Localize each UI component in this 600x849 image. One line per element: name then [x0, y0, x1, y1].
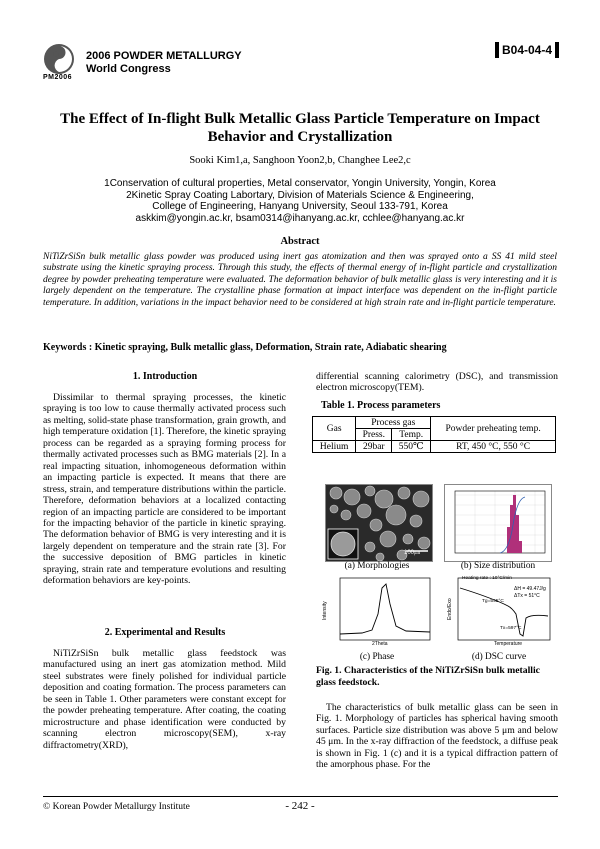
- table-cell-powder: RT, 450 °C, 550 °C: [431, 441, 556, 453]
- title-line-2: Behavior and Crystallization: [207, 129, 393, 145]
- xrd-y-axis-label: Intensity: [322, 601, 328, 620]
- section-heading-introduction: 1. Introduction: [132, 371, 198, 382]
- table-header-temp: Temp.: [392, 429, 431, 441]
- results-text: The characteristics of bulk metallic glass can be seen in Fig. 1. Morphology of particles has spherical having smooth surfaces. Particle size distribution was above 5 μm and below 45 μm. In the x-ray diffraction of the feedstock, a diffuse peak is shown in Fig. 1 (c) and it is a typical diffraction pattern of the amorphous phase. For the: [316, 702, 558, 771]
- dsc-enthalpy: ΔH = 49.47J/g: [514, 586, 546, 592]
- dsc-y-axis-label: Endo/Exo: [447, 598, 453, 620]
- footer-copyright: © Korean Powder Metallurgy Institute: [43, 802, 190, 812]
- table-cell-gas: Helium: [313, 441, 356, 453]
- dsc-heating-rate: Heating rate : 10°C/min: [462, 576, 512, 581]
- authors: Sooki Kim1,a, Sanghoon Yoon2,b, Changhee Lee2,c: [189, 155, 411, 166]
- sem-scale-bar-label: 100㎛: [404, 550, 421, 556]
- paper-title: [40, 110, 560, 146]
- figure-subcaption-c: (c) Phase: [359, 652, 395, 662]
- size-distribution-plot: [444, 484, 552, 562]
- affiliations: [40, 178, 560, 224]
- figure-1-caption: Fig. 1. Characteristics of the NiTiZrSiSn bulk metallic glass feedstock.: [316, 665, 540, 688]
- xrd-x-axis-label: 2Theta: [372, 641, 388, 647]
- table-header-press: Press.: [356, 429, 392, 441]
- conference-line-2: World Congress: [86, 63, 171, 75]
- table-caption: Table 1. Process parameters: [321, 400, 441, 411]
- table-cell-press: 29bar: [356, 441, 392, 453]
- conference-name: [86, 50, 242, 76]
- footer-rule: [43, 796, 558, 797]
- conference-logo-icon: [42, 42, 76, 76]
- affiliation-2: 2Kinetic Spray Coating Labortary, Division of Materials Science & Engineering,: [126, 189, 474, 201]
- xrd-phase-plot: [322, 574, 434, 650]
- table-cell-temp: 550℃: [392, 441, 431, 453]
- section-heading-experimental: 2. Experimental and Results: [104, 627, 226, 638]
- title-line-1: The Effect of In-flight Bulk Metallic Glass Particle Temperature on Impact: [60, 111, 540, 127]
- figure-subcaption-b: (b) Size distribution: [460, 561, 536, 571]
- column2-continued-text: differential scanning calorimetry (DSC), and transmission electron microscopy(TEM).: [316, 371, 558, 394]
- author-emails: askkim@yongin.ac.kr, bsam0314@ihanyang.ac.kr, cchlee@hanyang.ac.kr: [135, 212, 465, 224]
- process-parameters-table: [312, 416, 556, 453]
- affiliation-1: 1Conservation of cultural properties, Metal conservator, Yongin University, Yongin, Korea: [104, 178, 496, 189]
- abstract-heading: Abstract: [280, 236, 320, 247]
- table-header-process-gas: Process gas: [356, 417, 431, 429]
- abstract-text: NiTiZrSiSn bulk metallic glass powder was produced using inert gas atomization and then was sprayed onto a SS 41 mild steel substrate using the kinetic spraying process. Through this study, the effects of thermal energy of in-flight particle and crystallization degree by powder preheating temperature were evaluated. The deformation behavior of bulk metallic glass is very interesting and it is largely dependent on the temperature. The crystalline phase formation at impact interface was dependent on the in-flight particle temperature. In addition, variations in the impact behavior need to be considered at high strain rate and in-flight particle temperature.: [43, 252, 557, 308]
- page-number: - 242 -: [285, 800, 315, 812]
- keywords: Keywords : Kinetic spraying, Bulk metallic glass, Deformation, Strain rate, Adiabatic shearing: [43, 342, 447, 353]
- conference-line-1: 2006 POWDER METALLURGY: [86, 50, 242, 62]
- table-header-gas: Gas: [313, 417, 356, 441]
- dsc-tx-label: Tx=597°C: [500, 626, 522, 631]
- paper-code: B04-04-4: [495, 42, 559, 58]
- table-header-powder-temp: Powder preheating temp.: [431, 417, 556, 441]
- figure-subcaption-d: (d) DSC curve: [471, 652, 527, 662]
- dsc-x-axis-label: Temperature: [494, 641, 523, 647]
- figure-subcaption-a: (a) Morphologies: [344, 561, 410, 571]
- dsc-tg-label: Tg=545°C: [482, 599, 504, 604]
- experimental-text: NiTiZrSiSn bulk metallic glass feedstock was manufactured using an inert gas atomization method. Mild steel substrates were finely polished for individual particle deposition and coating formation. The process parameters can be seen in Table 1. Other parameters were constant except for the powder preheating temperature. After coating, the coating microstructure and phase identification were conducted by scanning electron microscopy(SEM), x-ray diffractometry(XRD),: [43, 648, 286, 751]
- logo-caption: PM2006: [43, 74, 73, 81]
- affiliation-3: College of Engineering, Hanyang University, Seoul 133-791, Korea: [152, 201, 448, 212]
- dsc-delta-tx: ΔTx = 51°C: [514, 593, 540, 599]
- introduction-text: Dissimilar to thermal spraying processes, the kinetic spraying is too low to cause thermally activated process such as melting, solid-state phase transformation, grain growth, and high temperature oxidation [1]. Therefore, the kinetic spraying process can be regarded as a spraying forming process for thermally activated processes such as BMG materials [2]. In a real impacting situation, inhomogeneous deformation within an impacting particle is expected. It means that there are stress, strain, and temperature distributions within the particle. Therefore, deformation behaviors at a localized contacting region of an impacting particle are considered to be important for the impacting behavior of the particle in kinetic spraying. The deformation behavior of BMG is very interesting and it is largely dependent on temperature and the strain rate [3]. For the successive deposition of BMG particles in kinetic spraying, strain rate and temperature evolutions and resulting deformation behaviors are key-points.: [43, 392, 286, 587]
